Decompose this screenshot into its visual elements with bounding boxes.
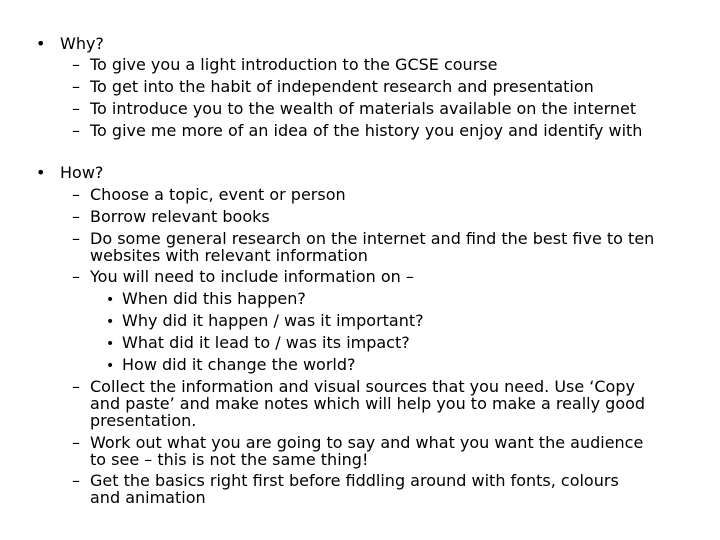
how-item-work-line: to see – this is not the same thing! (90, 450, 369, 469)
question-item: Why did it happen / was it important? (122, 311, 424, 330)
how-item-work-line: Work out what you are going to say and what you want the audience (90, 433, 644, 452)
why-item: To give you a light introduction to the GCSE course (90, 55, 498, 74)
why-dash: – (72, 121, 80, 140)
why-bullet: • (36, 34, 46, 53)
how-item-research (90, 230, 690, 264)
how-item-books: Borrow relevant books (90, 207, 270, 226)
how-heading: How? (60, 163, 104, 182)
how-dash: – (72, 207, 80, 226)
how-item-research-line: Do some general research on the internet and find the best five to ten (90, 229, 655, 248)
why-dash: – (72, 55, 80, 74)
how-item-basics-line: and animation (90, 488, 206, 507)
question-item: When did this happen? (122, 289, 306, 308)
question-item: How did it change the world? (122, 355, 356, 374)
how-item-collect-line: and paste’ and make notes which will help you to make a really good (90, 394, 646, 413)
how-dash: – (72, 433, 80, 452)
how-bullet: • (36, 163, 46, 182)
how-item-collect-line: presentation. (90, 411, 197, 430)
how-item-basics-line: Get the basics right first before fiddling around with fonts, colours (90, 471, 619, 490)
how-dash: – (72, 185, 80, 204)
how-item-topic: Choose a topic, event or person (90, 185, 346, 204)
how-item-include: You will need to include information on – (90, 267, 414, 286)
how-item-research-line: websites with relevant information (90, 246, 368, 265)
question-bullet: • (106, 358, 115, 374)
how-dash: – (72, 377, 80, 396)
why-dash: – (72, 77, 80, 96)
question-item: What did it lead to / was its impact? (122, 333, 410, 352)
why-dash: – (72, 99, 80, 118)
why-item: To get into the habit of independent research and presentation (90, 77, 594, 96)
why-item: To give me more of an idea of the history you enjoy and identify with (90, 121, 643, 140)
how-item-work (90, 434, 690, 468)
why-heading: Why? (60, 34, 104, 53)
how-dash: – (72, 471, 80, 490)
how-dash: – (72, 267, 80, 286)
how-item-collect (90, 378, 690, 429)
how-item-basics (90, 472, 690, 506)
how-item-collect-line: Collect the information and visual sources that you need. Use ‘Copy (90, 377, 635, 396)
question-bullet: • (106, 292, 115, 308)
question-bullet: • (106, 336, 115, 352)
why-item: To introduce you to the wealth of materials available on the internet (90, 99, 637, 118)
question-bullet: • (106, 314, 115, 330)
how-dash: – (72, 229, 80, 248)
